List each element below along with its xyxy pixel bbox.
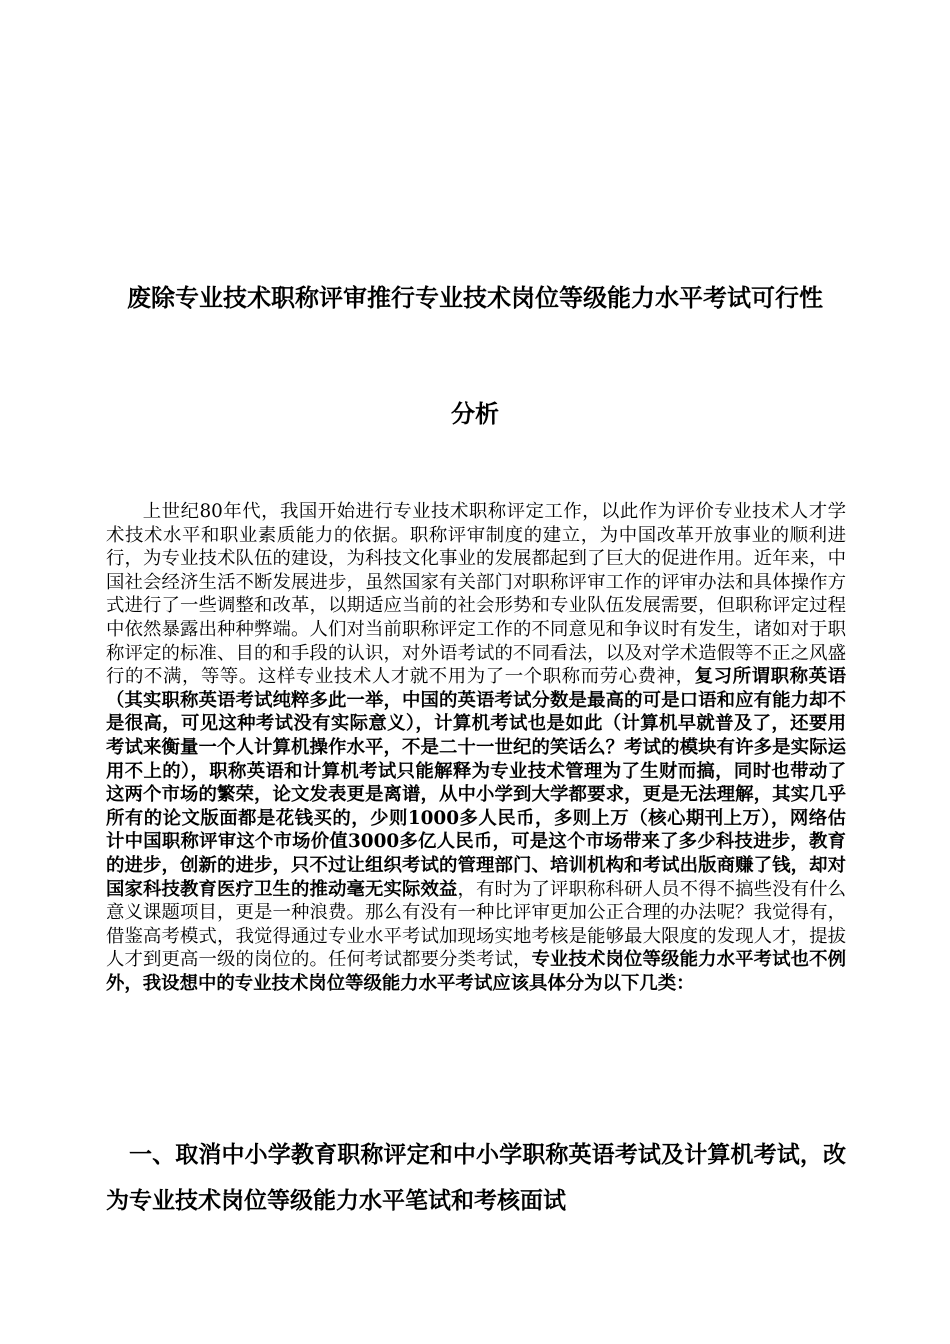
document-title-line-1: 废除专业技术职称评审推行专业技术岗位等级能力水平考试可行性 (127, 283, 823, 312)
document-title-line-2: 分析 (451, 399, 499, 428)
paragraph-segment-bold-1: 复习所谓职称英语（其实职称英语考试纯粹多此一举，中国的英语考试分数是最高的可是口语和应有能力却不是很高，可见这种考试没有实际意义），计算机考试也是如此（计算机早就普及了，还要用考试来衡量一个人计算机操作水平，不是二十一世纪的笑话么？考试的模块有许多是实际运用不上的），职称英语和计算机考试只能解释为专业技术管理为了生财而搞，同时也带动了这两个市场的繁荣，论文发表更是离谱，从中小学到大学都要求，更是无法理解，其实几乎所有的论文版面都是花钱买的，少则1000多人民币，多则上万（核心期刊上万），网络估计中国职称评审这个市场价值3000多亿人民币，可是这个市场带来了多少科技进步，教育的进步，创新的进步，只不过让组织考试的管理部门、培训机构和考试出版商赚了钱，却对国家科技教育医疗卫生的推动毫无实际效益 (106, 666, 846, 900)
section-heading: 一、取消中小学教育职称评定和中小学职称英语考试及计算机考试，改为专业技术岗位等级能力水平笔试和考核面试 (106, 1141, 846, 1214)
body-paragraph (106, 500, 846, 995)
paragraph-segment-2: ，有时为了评职称科研人员不得不搞些没有什么意义课题项目，更是一种浪费。那么有没有一种比评审更加公正合理的办法呢？我觉得有，借鉴高考模式，我觉得通过专业水平考试加现场实地考核是能够最大限度的发现人才，提拔人才到更高一级的岗位的。任何考试都要分类考试， (106, 878, 846, 971)
paragraph-segment-1: 上世纪80年代，我国开始进行专业技术职称评定工作，以此作为评价专业技术人才学术技术水平和职业素质能力的依据。职称评审制度的建立，为中国改革开放事业的顺利进行，为专业技术队伍的建设，为科技文化事业的发展都起到了巨大的促进作用。近年来，中国社会经济生活不断发展进步，虽然国家有关部门对职称评审工作的评审办法和具体操作方式进行了一些调整和改革，以期适应当前的社会形势和专业队伍发展需要，但职称评定过程中依然暴露出种种弊端。人们对当前职称评定工作的不同意见和争议时有发生，诸如对于职称评定的标准、目的和手段的认识，对外语考试的不同看法，以及对学术造假等不正之风盛行的不满，等等。这样专业技术人才就不用为了一个职称而劳心费神， (106, 501, 846, 688)
paragraph-segment-bold-2: 专业技术岗位等级能力水平考试也不例外，我设想中的专业技术岗位等级能力水平考试应该具体分为以下几类： (106, 949, 846, 994)
